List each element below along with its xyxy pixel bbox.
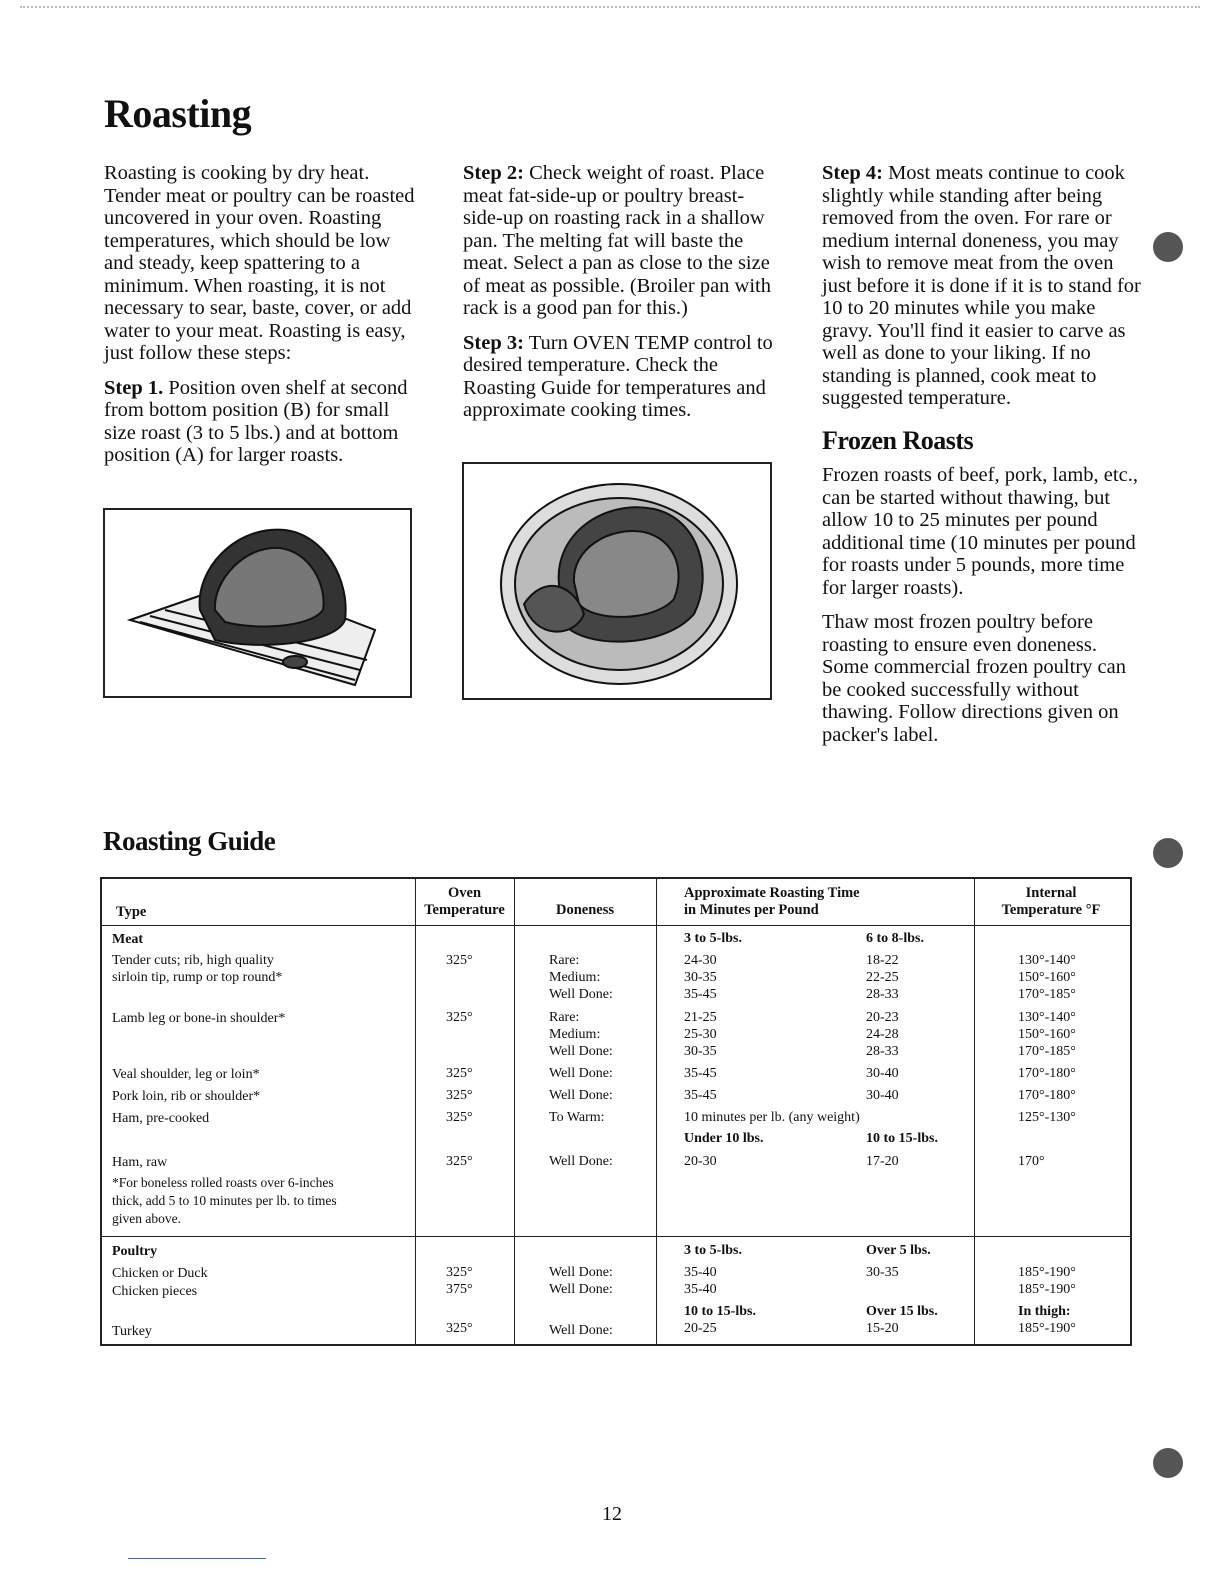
row-label: Lamb leg or bone-in shoulder*: [112, 1011, 286, 1026]
roasting-guide-heading: Roasting Guide: [103, 826, 276, 856]
doneness: Well Done:: [549, 1066, 613, 1081]
oven-temp: 375°: [446, 1282, 473, 1297]
time-large: 24-28: [866, 1027, 899, 1042]
table-divider: [514, 879, 515, 1344]
footnote: given above.: [112, 1211, 181, 1226]
row-label: Turkey: [112, 1324, 152, 1339]
header-internal-2: Temperature °F: [1001, 902, 1101, 918]
frozen-paragraph-1: Frozen roasts of beef, pork, lamb, etc., can be started without thawing, but allow 10 to 25 minutes per pound additional time (10 minutes per pound for roasts under 5 pounds, more time for larger roasts).: [822, 464, 1138, 599]
doneness: Medium:: [549, 1027, 601, 1042]
step2-paragraph: [463, 162, 783, 320]
time-large: 28-33: [866, 987, 899, 1002]
time-large: 22-25: [866, 970, 899, 985]
bottom-scan-line: [128, 1558, 266, 1559]
row-label: sirloin tip, rump or top round*: [112, 970, 283, 985]
table-divider: [656, 879, 657, 1344]
doneness: Well Done:: [549, 1088, 613, 1103]
footnote: thick, add 5 to 10 minutes per lb. to times: [112, 1193, 337, 1208]
time-small: 24-30: [684, 953, 717, 968]
steps-column: [463, 162, 783, 434]
doneness: To Warm:: [549, 1110, 605, 1125]
step2-text: Check weight of roast. Place meat fat-side-up or poultry breast-side-up on roasting rack in a shallow pan. The melting fat will baste the meat. Select a pan as close to the size of meat as possible. (Broiler pan with rack is a good pan for this.): [463, 162, 772, 319]
weight-header: Under 10 lbs.: [684, 1131, 764, 1146]
time-small: 20-30: [684, 1154, 717, 1169]
time-small: 35-40: [684, 1265, 717, 1280]
page-number: 12: [602, 1503, 622, 1525]
time-large: 17-20: [866, 1154, 899, 1169]
step1-paragraph: [104, 377, 424, 467]
doneness: Rare:: [549, 1010, 580, 1025]
poultry-section-label: Poultry: [112, 1244, 158, 1259]
frozen-roasts-heading: Frozen Roasts: [822, 425, 974, 455]
row-label: Ham, raw: [112, 1155, 168, 1170]
oven-temp: 325°: [446, 1154, 473, 1169]
step3-text: Turn OVEN TEMP control to desired temperature. Check the Roasting Guide for temperatures and approximate cooking times.: [463, 331, 773, 421]
oven-temp: 325°: [446, 1110, 473, 1125]
header-type: Type: [116, 904, 147, 920]
oven-temp: 325°: [446, 1066, 473, 1081]
internal-temp: 170°-180°: [1018, 1066, 1076, 1081]
binder-hole: [1153, 838, 1183, 868]
step3-paragraph: [463, 332, 783, 422]
row-label: Veal shoulder, leg or loin*: [112, 1067, 260, 1082]
doneness: Well Done:: [549, 1323, 613, 1338]
roast-on-rack-illustration: [103, 508, 412, 698]
header-doneness: Doneness: [555, 902, 614, 918]
internal-temp: 170°-185°: [1018, 987, 1076, 1002]
doneness: Well Done:: [549, 987, 613, 1002]
footnote: *For boneless rolled roasts over 6-inches: [112, 1175, 334, 1190]
row-label: Ham, pre-cooked: [112, 1111, 210, 1126]
step3-label: Step 3:: [463, 331, 524, 354]
table-divider: [415, 879, 416, 1344]
time-note: 10 minutes per lb. (any weight): [684, 1110, 860, 1125]
doneness: Well Done:: [549, 1044, 613, 1059]
page-title: Roasting: [104, 91, 252, 136]
header-oven-1: Oven: [447, 885, 482, 901]
row-label: Chicken or Duck: [112, 1266, 208, 1281]
time-large: 30-40: [866, 1088, 899, 1103]
internal-temp: 125°-130°: [1018, 1110, 1076, 1125]
frozen-paragraph-2: Thaw most frozen poultry before roasting to ensure even doneness. Some commercial frozen poultry can be cooked successfully without thawing. Follow directions given on packer's label.: [822, 611, 1126, 746]
right-column: [822, 162, 1142, 758]
in-thigh-label: In thigh:: [1018, 1304, 1071, 1319]
oven-temp: 325°: [446, 1321, 473, 1336]
top-scan-line: [20, 6, 1200, 12]
time-small: 35-45: [684, 1066, 717, 1081]
row-label: Tender cuts; rib, high quality: [112, 953, 274, 968]
weight-header: 10 to 15-lbs.: [684, 1304, 756, 1319]
internal-temp: 185°-190°: [1018, 1321, 1076, 1336]
meat-section-label: Meat: [112, 932, 144, 947]
doneness: Well Done:: [549, 1154, 613, 1169]
roasting-guide-table: [100, 877, 1132, 1346]
weight-header: 3 to 5-lbs.: [684, 931, 742, 946]
time-small: 20-25: [684, 1321, 717, 1336]
time-large: 30-35: [866, 1265, 899, 1280]
internal-temp: 130°-140°: [1018, 1010, 1076, 1025]
doneness: Rare:: [549, 953, 580, 968]
oven-temp: 325°: [446, 953, 473, 968]
time-small: 35-45: [684, 1088, 717, 1103]
internal-temp: 185°-190°: [1018, 1265, 1076, 1280]
weight-header: 10 to 15-lbs.: [866, 1131, 938, 1146]
step4-paragraph: [822, 162, 1142, 410]
table-divider: [974, 879, 975, 1344]
time-large: 28-33: [866, 1044, 899, 1059]
step4-text: Most meats continue to cook slightly while standing after being removed from the oven. For rare or medium internal doneness, you may wish to remove meat from the oven just before it is done if it is to stand for 10 to 20 minutes while you make gravy. You'll find it easier to carve as well as done to your liking. If no standing is planned, cook meat to suggested temperature.: [822, 162, 1141, 409]
internal-temp: 150°-160°: [1018, 970, 1076, 985]
internal-temp: 150°-160°: [1018, 1027, 1076, 1042]
internal-temp: 185°-190°: [1018, 1282, 1076, 1297]
binder-hole: [1153, 1448, 1183, 1478]
table-section-rule: [102, 1236, 1130, 1237]
oven-temp: 325°: [446, 1088, 473, 1103]
header-approx-1: Approximate Roasting Time: [684, 885, 860, 901]
intro-paragraph: Roasting is cooking by dry heat. Tender meat or poultry can be roasted uncovered in your oven. Roasting temperatures, which should be low and steady, keep spattering to a minimum. When roasting, it is not necessary to sear, baste, cover, or add water to your meat. Roasting is easy, just follow these steps:: [104, 162, 415, 364]
doneness: Well Done:: [549, 1265, 613, 1280]
step1-text: Position oven shelf at second from bottom position (B) for small size roast (3 to 5 lbs.) and at bottom position (A) for larger roasts.: [104, 376, 408, 466]
time-small: 35-45: [684, 987, 717, 1002]
internal-temp: 170°-180°: [1018, 1088, 1076, 1103]
step4-label: Step 4:: [822, 162, 883, 184]
time-small: 35-40: [684, 1282, 717, 1297]
carved-roast-illustration: [462, 462, 772, 700]
time-small: 30-35: [684, 1044, 717, 1059]
step2-label: Step 2:: [463, 162, 524, 184]
header-approx-2: in Minutes per Pound: [684, 902, 819, 918]
time-large: 30-40: [866, 1066, 899, 1081]
oven-temp: 325°: [446, 1265, 473, 1280]
doneness: Medium:: [549, 970, 601, 985]
oven-temp: 325°: [446, 1010, 473, 1025]
time-large: 15-20: [866, 1321, 899, 1336]
time-large: 20-23: [866, 1010, 899, 1025]
time-small: 30-35: [684, 970, 717, 985]
weight-header: Over 15 lbs.: [866, 1304, 938, 1319]
table-header-rule: [102, 925, 1130, 926]
header-internal-1: Internal: [1025, 885, 1077, 901]
weight-header: 3 to 5-lbs.: [684, 1243, 742, 1258]
row-label: Chicken pieces: [112, 1284, 198, 1299]
internal-temp: 170°-185°: [1018, 1044, 1076, 1059]
internal-temp: 130°-140°: [1018, 953, 1076, 968]
time-small: 21-25: [684, 1010, 717, 1025]
row-label: Pork loin, rib or shoulder*: [112, 1089, 261, 1104]
header-oven-2: Temperature: [424, 902, 505, 918]
internal-temp: 170°: [1018, 1154, 1045, 1169]
weight-header: Over 5 lbs.: [866, 1243, 931, 1258]
doneness: Well Done:: [549, 1282, 613, 1297]
intro-column: [104, 162, 424, 479]
weight-header: 6 to 8-lbs.: [866, 931, 924, 946]
step1-label: Step 1.: [104, 376, 164, 399]
time-small: 25-30: [684, 1027, 717, 1042]
time-large: 18-22: [866, 953, 899, 968]
binder-hole: [1153, 232, 1183, 262]
